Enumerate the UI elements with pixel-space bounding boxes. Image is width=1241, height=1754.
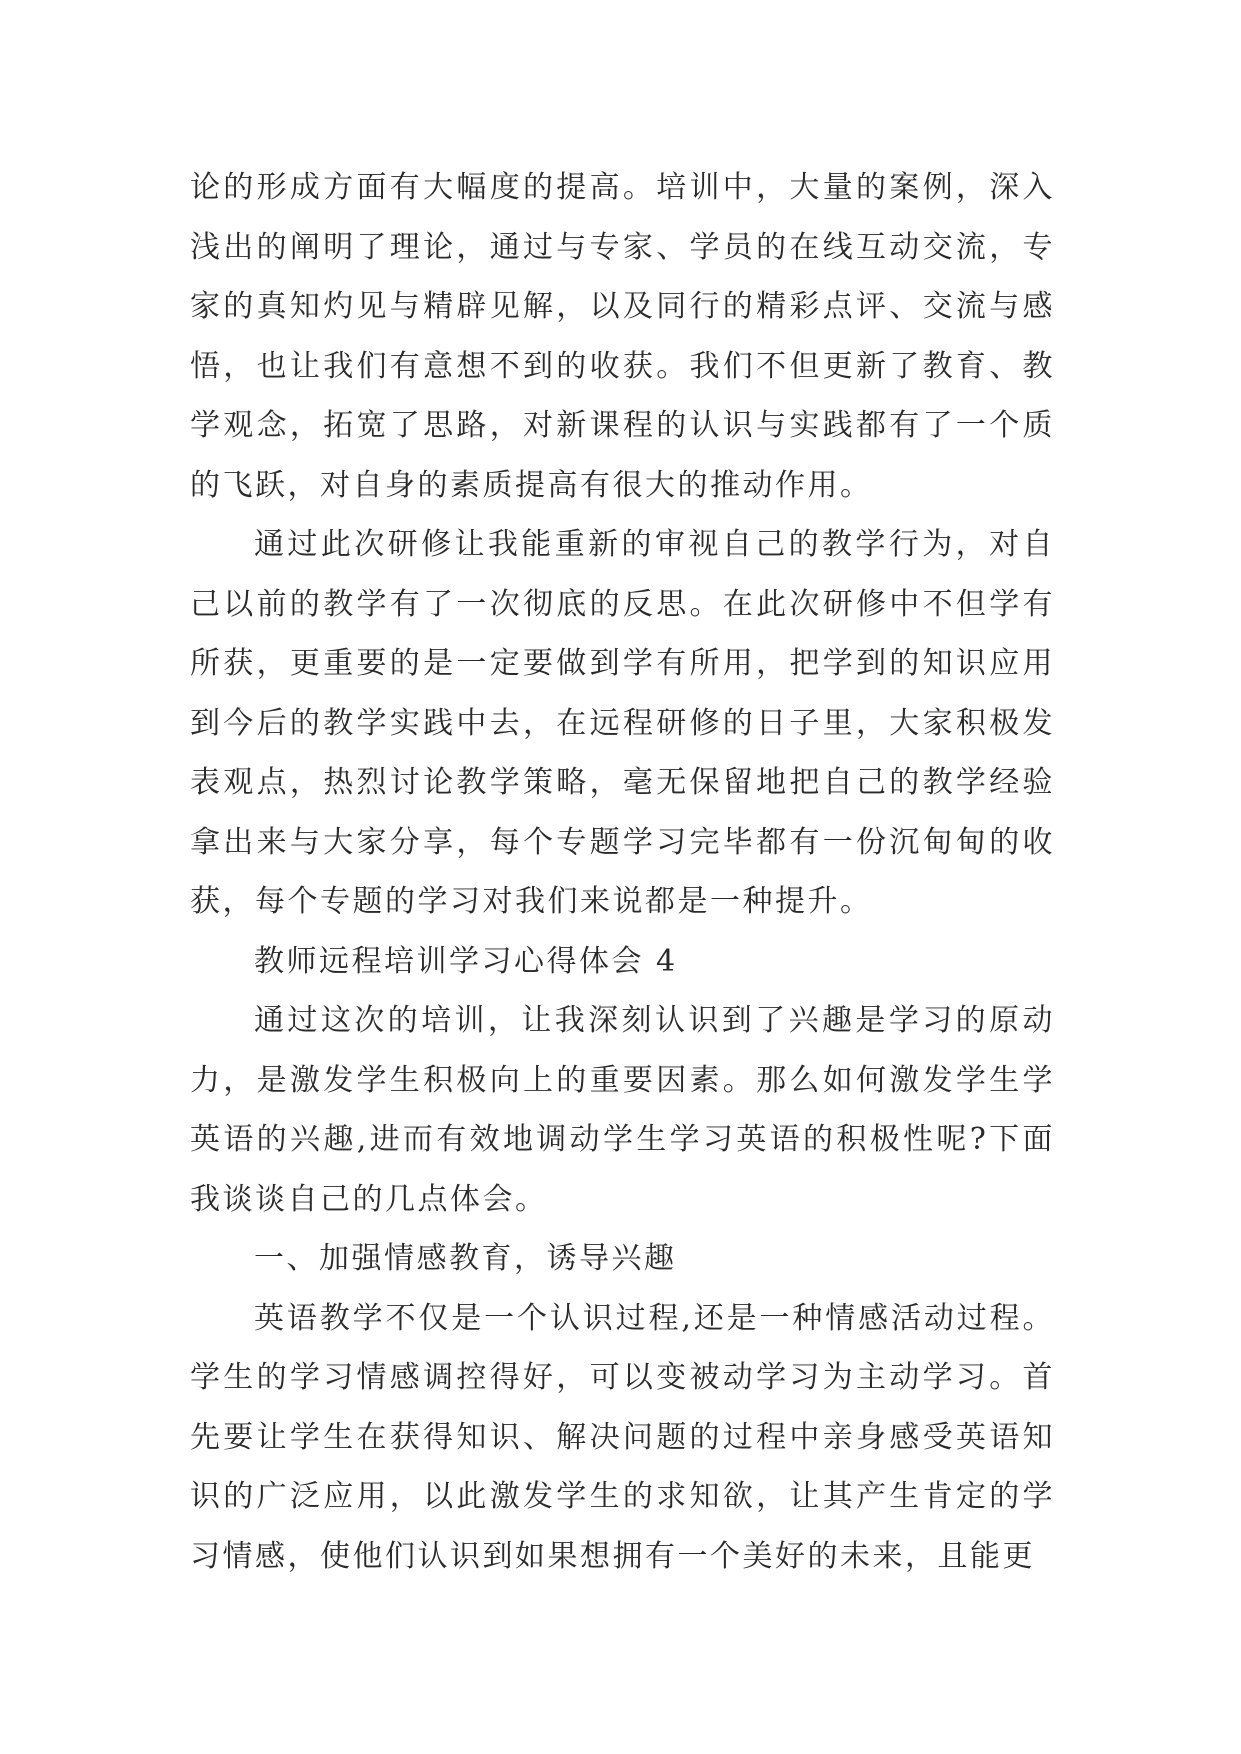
text-line: 通过此次研修让我能重新的审视自己的教学行为，对自 xyxy=(254,527,1055,562)
text-line: 家的真知灼见与精辟见解，以及同行的精彩点评、交流与感 xyxy=(190,289,1055,324)
text-line: 己以前的教学有了一次彻底的反思。在此次研修中不但学有 xyxy=(190,586,1055,622)
text-line: 学生的学习情感调控得好，可以变被动学习为主动学习。首 xyxy=(190,1360,1055,1395)
heading-text: 教师远程培训学习心得体会 4 xyxy=(254,943,678,979)
text-line: 表观点，热烈讨论教学策略，毫无保留地把自己的教学经验 xyxy=(190,765,1055,800)
text-line: 所获，更重要的是一定要做到学有所用，把学到的知识应用 xyxy=(190,646,1055,681)
text-line: 悟，也让我们有意想不到的收获。我们不但更新了教育、教 xyxy=(190,348,1055,384)
text-line: 习情感，使他们认识到如果想拥有一个美好的未来，且能更 xyxy=(190,1538,1035,1574)
paragraph xyxy=(190,158,1055,515)
text-line: 英语教学不仅是一个认识过程,还是一种情感活动过程。 xyxy=(254,1300,1055,1336)
paragraph xyxy=(190,515,1055,932)
text-line: 先要让学生在获得知识、解决问题的过程中亲身感受英语知 xyxy=(190,1419,1055,1455)
text-line: 识的广泛应用，以此激发学生的求知欲，让其产生肯定的学 xyxy=(190,1479,1055,1514)
document-body xyxy=(190,158,1055,1586)
text-line: 浅出的阐明了理论，通过与专家、学员的在线互动交流，专 xyxy=(190,229,1055,265)
text-line: 英语的兴趣,进而有效地调动学生学习英语的积极性呢?下面 xyxy=(190,1122,1055,1157)
paragraph xyxy=(190,991,1055,1229)
heading-text: 一、加强情感教育，诱导兴趣 xyxy=(254,1241,677,1276)
subsection-heading xyxy=(190,1229,1055,1289)
text-line: 的飞跃，对自身的素质提高有很大的推动作用。 xyxy=(190,467,873,503)
text-line: 获，每个专题的学习对我们来说都是一种提升。 xyxy=(190,884,873,919)
text-line: 学观念，拓宽了思路，对新课程的认识与实践都有了一个质 xyxy=(190,408,1055,443)
text-line: 论的形成方面有大幅度的提高。培训中，大量的案例，深入 xyxy=(190,170,1055,205)
text-line: 我谈谈自己的几点体会。 xyxy=(190,1181,548,1217)
text-line: 通过这次的培训，让我深刻认识到了兴趣是学习的原动 xyxy=(254,1003,1055,1038)
section-heading xyxy=(190,932,1055,992)
text-line: 力，是激发学生积极向上的重要因素。那么如何激发学生学 xyxy=(190,1062,1055,1098)
text-line: 到今后的教学实践中去，在远程研修的日子里，大家积极发 xyxy=(190,705,1055,741)
paragraph xyxy=(190,1289,1055,1587)
text-line: 拿出来与大家分享，每个专题学习完毕都有一份沉甸甸的收 xyxy=(190,824,1055,860)
